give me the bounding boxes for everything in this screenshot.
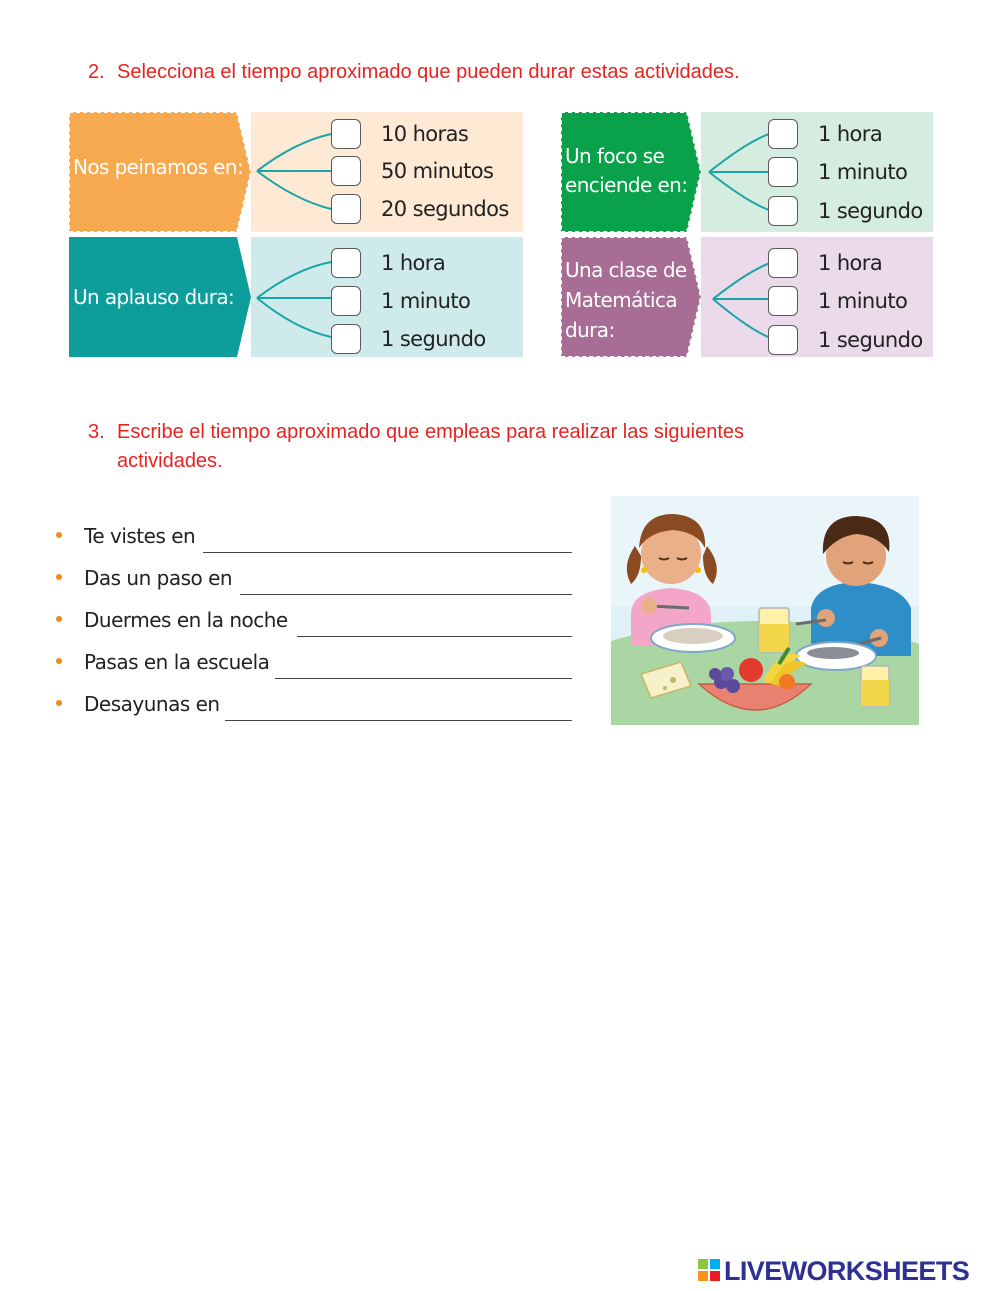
option-label: 1 hora [818, 251, 883, 275]
card-tag [69, 237, 249, 357]
activity-label: Pasas en la escuela [84, 650, 270, 674]
answer-input-te-vistes[interactable] [203, 526, 572, 553]
card-label: Nos peinamos en: [73, 155, 244, 179]
breakfast-illustration [611, 496, 919, 725]
liveworksheets-brand: LIVEWORKSHEETS [724, 1256, 970, 1286]
card-un-aplauso [69, 237, 523, 357]
option-checkbox[interactable] [331, 324, 361, 354]
option-label: 1 hora [818, 122, 883, 146]
option-label: 1 hora [381, 251, 446, 275]
activity-row [56, 563, 570, 593]
question-3-number: 3. [88, 421, 105, 443]
option-checkbox[interactable] [331, 156, 361, 186]
option-checkbox[interactable] [331, 194, 361, 224]
activity-label: Das un paso en [84, 566, 233, 590]
option-label: 1 minuto [818, 160, 908, 184]
option-checkbox[interactable] [768, 119, 798, 149]
option-label: 1 segundo [818, 199, 923, 223]
option-label: 1 minuto [818, 289, 908, 313]
question-2-number: 2. [88, 61, 105, 83]
card-label: Un aplauso dura: [73, 285, 235, 309]
question-3-title [88, 418, 848, 476]
question-2-text: Selecciona el tiempo aproximado que pueden durar estas actividades. [117, 61, 740, 83]
option-checkbox[interactable] [768, 325, 798, 355]
answer-input-duermes[interactable] [297, 610, 572, 637]
option-checkbox[interactable] [331, 286, 361, 316]
card-label: Un foco se enciende en: [565, 144, 688, 197]
bullet-icon [56, 574, 62, 580]
activity-row [56, 647, 570, 677]
activity-label: Duermes en la noche [84, 608, 288, 632]
answer-input-pasas-escuela[interactable] [275, 652, 572, 679]
option-label: 50 minutos [381, 159, 494, 183]
option-checkbox[interactable] [768, 286, 798, 316]
card-nos-peinamos [69, 112, 523, 232]
option-checkbox[interactable] [768, 157, 798, 187]
liveworksheets-blocks-icon [698, 1259, 720, 1281]
card-un-foco [561, 112, 933, 232]
question-2-title [88, 58, 848, 87]
option-label: 1 minuto [381, 289, 471, 313]
bullet-icon [56, 532, 62, 538]
option-checkbox[interactable] [768, 196, 798, 226]
option-label: 1 segundo [818, 328, 923, 352]
option-label: 10 horas [381, 122, 469, 146]
question-3-text-line-2: actividades. [117, 450, 223, 472]
activity-row [56, 521, 570, 551]
card-clase-matematica [561, 237, 933, 357]
answer-input-das-un-paso[interactable] [240, 568, 572, 595]
answer-input-desayunas[interactable] [225, 694, 572, 721]
option-checkbox[interactable] [768, 248, 798, 278]
activity-label: Desayunas en [84, 692, 220, 716]
card-label: Una clase de Matemática dura: [565, 258, 687, 342]
option-checkbox[interactable] [331, 248, 361, 278]
activity-label: Te vistes en [84, 524, 196, 548]
option-label: 1 segundo [381, 327, 486, 351]
option-label: 20 segundos [381, 197, 509, 221]
card-tag [69, 112, 249, 232]
activity-row [56, 605, 570, 635]
bullet-icon [56, 700, 62, 706]
option-checkbox[interactable] [331, 119, 361, 149]
bullet-icon [56, 616, 62, 622]
activity-row [56, 689, 570, 719]
question-3-text-line-1: Escribe el tiempo aproximado que empleas para realizar las siguientes [117, 421, 744, 443]
bullet-icon [56, 658, 62, 664]
